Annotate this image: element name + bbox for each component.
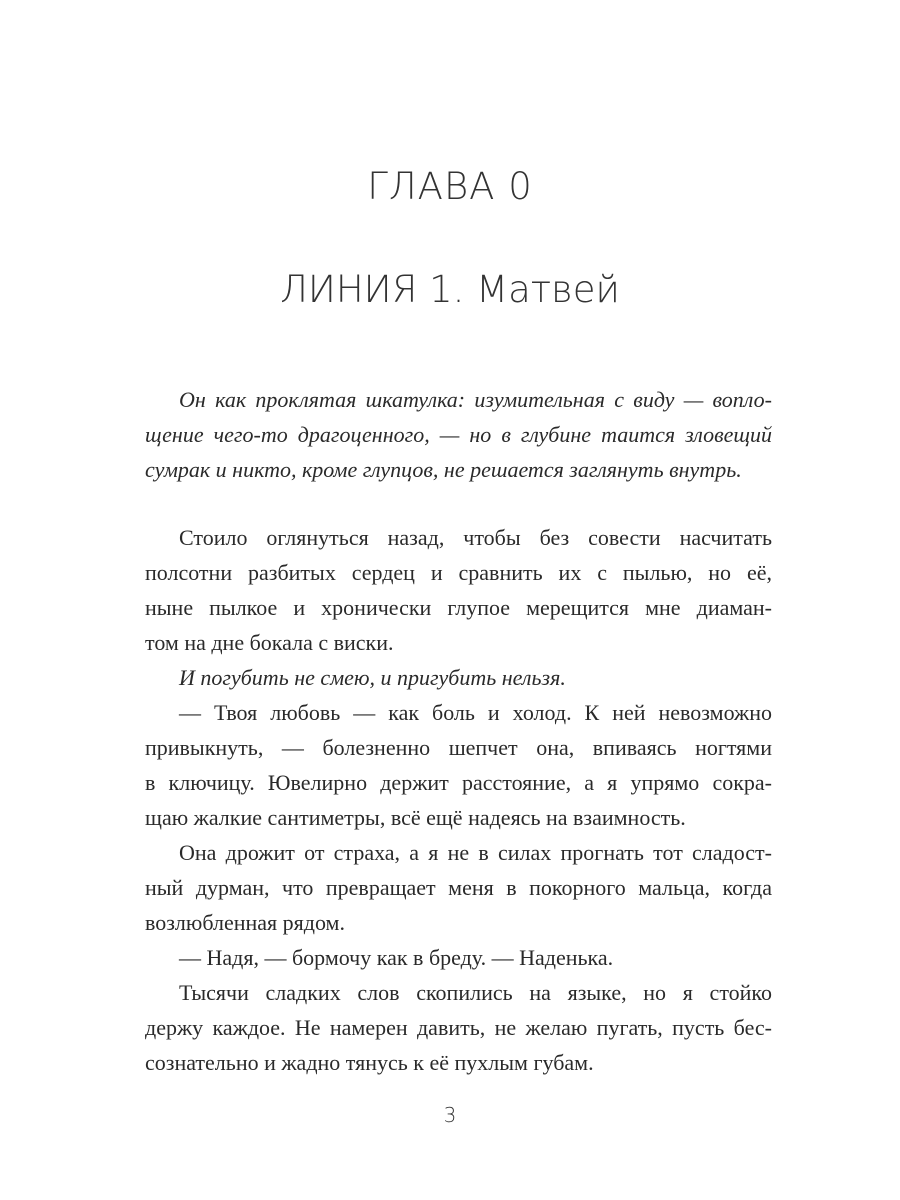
text-line: в ключицу. Ювелирно держит расстояние, а я упрямо сокра- bbox=[145, 770, 772, 795]
text-line: Тысячи сладких слов скопились на языке, но я стойко bbox=[179, 980, 772, 1005]
text-line: Стоило оглянуться назад, чтобы без совести насчитать bbox=[179, 525, 772, 550]
text-line: полсотни разбитых сердец и сравнить их с пылью, но её, bbox=[145, 560, 772, 585]
text-line: щаю жалкие сантиметры, всё ещё надеясь на взаимность. bbox=[145, 805, 686, 830]
section-title: ЛИНИЯ 1. Матвей bbox=[280, 268, 620, 311]
text-line: ный дурман, что превращает меня в покорного мальца, когда bbox=[145, 875, 772, 900]
paragraph bbox=[145, 520, 772, 660]
text-line: возлюбленная рядом. bbox=[145, 910, 345, 935]
text-line: И погубить не смею, и пригубить нельзя. bbox=[179, 665, 566, 690]
text-line: сознательно и жадно тянусь к её пухлым губам. bbox=[145, 1050, 594, 1075]
text-line: держу каждое. Не намерен давить, не желаю пугать, пусть бес- bbox=[145, 1015, 772, 1040]
paragraph bbox=[145, 940, 772, 975]
paragraph bbox=[145, 660, 772, 695]
epigraph-line: щение чего-то драгоценного, — но в глубине таится зловещий bbox=[145, 422, 772, 447]
paragraph bbox=[145, 975, 772, 1080]
epigraph-line: Он как проклятая шкатулка: изумительная с виду — вопло- bbox=[179, 387, 772, 412]
text-line: том на дне бокала с виски. bbox=[145, 630, 394, 655]
epigraph-line: сумрак и никто, кроме глупцов, не решается заглянуть внутрь. bbox=[145, 457, 742, 482]
text-line: ныне пылкое и хронически глупое мерещится мне диаман- bbox=[145, 595, 772, 620]
text-line: привыкнуть, — болезненно шепчет она, впиваясь ногтями bbox=[145, 735, 772, 760]
body-text bbox=[145, 520, 772, 1080]
paragraph bbox=[145, 835, 772, 940]
text-line: — Надя, — бормочу как в бреду. — Наденька. bbox=[179, 945, 614, 970]
page-number: 3 bbox=[443, 1103, 457, 1127]
text-line: Она дрожит от страха, а я не в силах прогнать тот сладост- bbox=[179, 840, 772, 865]
epigraph bbox=[145, 382, 772, 487]
chapter-title: ГЛАВА 0 bbox=[367, 165, 533, 208]
text-line: — Твоя любовь — как боль и холод. К ней невозможно bbox=[179, 700, 772, 725]
paragraph bbox=[145, 695, 772, 835]
